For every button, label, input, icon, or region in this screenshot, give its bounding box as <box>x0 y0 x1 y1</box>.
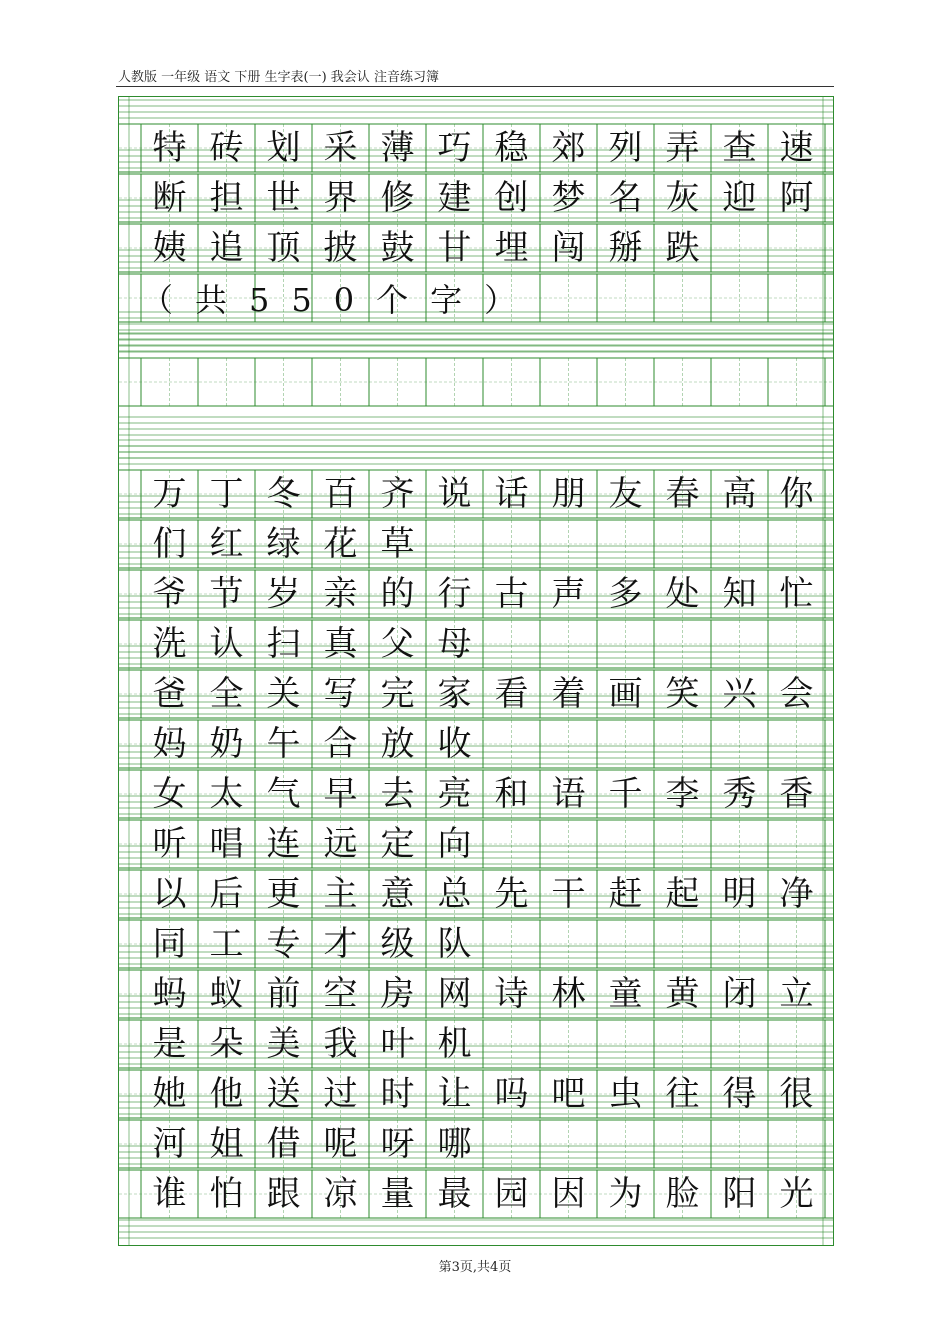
character-cell: 放 <box>380 724 415 764</box>
character-cell: 丁 <box>209 474 244 514</box>
character-cell: 红 <box>209 524 244 564</box>
character-cell: 意 <box>380 874 415 914</box>
character-cell: 名 <box>608 178 643 218</box>
character-cell: 是 <box>152 1024 187 1064</box>
character-cell: 黄 <box>665 974 700 1014</box>
character-cell: 听 <box>152 824 187 864</box>
character-cell: 合 <box>323 724 358 764</box>
character-cell: 梦 <box>551 178 586 218</box>
character-cell: 笑 <box>665 674 700 714</box>
character-cell: 岁 <box>266 574 301 614</box>
character-cell: 万 <box>152 474 187 514</box>
character-cell: 迎 <box>722 178 757 218</box>
character-cell: 河 <box>152 1124 187 1164</box>
character-cell: 量 <box>380 1174 415 1214</box>
character-cell: 最 <box>437 1174 472 1214</box>
character-cell: 前 <box>266 974 301 1014</box>
character-cell: 写 <box>323 674 358 714</box>
character-cell: 级 <box>380 924 415 964</box>
character-cell: 处 <box>665 574 700 614</box>
character-cell: 查 <box>722 128 757 168</box>
character-cell: 哪 <box>437 1124 472 1164</box>
character-cell: 吗 <box>494 1074 529 1114</box>
character-cell: 世 <box>266 178 301 218</box>
character-cell: 巧 <box>437 128 472 168</box>
character-cell: 们 <box>152 524 187 564</box>
character-cell: 姨 <box>152 228 187 268</box>
character-cell: 友 <box>608 474 643 514</box>
character-cell: 关 <box>266 674 301 714</box>
character-cell: 朋 <box>551 474 586 514</box>
character-cell: 因 <box>551 1174 586 1214</box>
character-cell: 担 <box>209 178 244 218</box>
character-count-note: （共550个字） <box>141 281 539 319</box>
character-cell: 房 <box>380 974 415 1014</box>
section2-row <box>141 770 825 818</box>
character-cell: 真 <box>323 624 358 664</box>
character-cell: 呢 <box>323 1124 358 1164</box>
character-cell: 午 <box>266 724 301 764</box>
page-header: 人教版 一年级 语文 下册 生字表(一) 我会认 注音练习簿 <box>118 70 439 85</box>
character-cell: 花 <box>323 524 358 564</box>
character-cell: 建 <box>437 178 472 218</box>
section2-row <box>141 1070 825 1118</box>
character-cell: 过 <box>323 1074 358 1114</box>
section2-row <box>141 720 483 768</box>
character-cell: 会 <box>779 674 814 714</box>
character-cell: 母 <box>437 624 472 664</box>
section1-row <box>141 124 825 172</box>
character-cell: 借 <box>266 1124 301 1164</box>
header-rule <box>116 86 834 87</box>
character-cell: 唱 <box>209 824 244 864</box>
character-cell: 网 <box>437 974 472 1014</box>
section2-row <box>141 920 483 968</box>
character-cell: 画 <box>608 674 643 714</box>
character-cell: 得 <box>722 1074 757 1114</box>
character-cell: 追 <box>209 228 244 268</box>
character-cell: 着 <box>551 674 586 714</box>
character-cell: 蚁 <box>209 974 244 1014</box>
character-cell: 气 <box>266 774 301 814</box>
character-cell: 百 <box>323 474 358 514</box>
character-cell: 同 <box>152 924 187 964</box>
character-cell: 亮 <box>437 774 472 814</box>
character-cell: 明 <box>722 874 757 914</box>
character-cell: 埋 <box>494 228 529 268</box>
character-cell: 千 <box>608 774 643 814</box>
character-cell: 太 <box>209 774 244 814</box>
character-cell: 弄 <box>665 128 700 168</box>
character-cell: 机 <box>437 1024 472 1064</box>
character-cell: 鼓 <box>380 228 415 268</box>
character-cell: 语 <box>551 774 586 814</box>
character-cell: 诗 <box>494 974 529 1014</box>
section2-row <box>141 570 825 618</box>
section2-row <box>141 520 426 568</box>
character-cell: 说 <box>437 474 472 514</box>
character-cell: 灰 <box>665 178 700 218</box>
character-cell: 主 <box>323 874 358 914</box>
character-cell: 虫 <box>608 1074 643 1114</box>
worksheet <box>118 96 834 1246</box>
character-cell: 兴 <box>722 674 757 714</box>
character-cell: 女 <box>152 774 187 814</box>
character-cell: 我 <box>323 1024 358 1064</box>
character-cell: 父 <box>380 624 415 664</box>
character-cell: 爷 <box>152 574 187 614</box>
character-cell: 送 <box>266 1074 301 1114</box>
character-cell: 凉 <box>323 1174 358 1214</box>
character-cell: 秀 <box>722 774 757 814</box>
character-cell: 砖 <box>209 128 244 168</box>
character-cell: 很 <box>779 1074 814 1114</box>
character-cell: 完 <box>380 674 415 714</box>
character-cell: 采 <box>323 128 358 168</box>
character-cell: 先 <box>494 874 529 914</box>
character-cell: 以 <box>152 874 187 914</box>
character-cell: 才 <box>323 924 358 964</box>
character-cell: 和 <box>494 774 529 814</box>
character-cell: 定 <box>380 824 415 864</box>
character-cell: 多 <box>608 574 643 614</box>
character-cell: 收 <box>437 724 472 764</box>
character-cell: 净 <box>779 874 814 914</box>
character-cell: 闭 <box>722 974 757 1014</box>
character-cell: 脸 <box>665 1174 700 1214</box>
character-cell: 更 <box>266 874 301 914</box>
character-cell: 掰 <box>608 228 643 268</box>
section1-row <box>141 224 711 272</box>
character-cell: 齐 <box>380 474 415 514</box>
character-cell: 早 <box>323 774 358 814</box>
character-cell: 知 <box>722 574 757 614</box>
character-cell: 园 <box>494 1174 529 1214</box>
character-cell: 妈 <box>152 724 187 764</box>
character-cell: 专 <box>266 924 301 964</box>
character-cell: 声 <box>551 574 586 614</box>
character-cell: 古 <box>494 574 529 614</box>
character-cell: 稳 <box>494 128 529 168</box>
character-cell: 总 <box>437 874 472 914</box>
character-cell: 特 <box>152 128 187 168</box>
character-cell: 行 <box>437 574 472 614</box>
character-cell: 阿 <box>779 178 814 218</box>
character-cell: 划 <box>266 128 301 168</box>
character-cell: 后 <box>209 874 244 914</box>
character-cell: 她 <box>152 1074 187 1114</box>
character-cell: 速 <box>779 128 814 168</box>
character-cell: 去 <box>380 774 415 814</box>
character-cell: 创 <box>494 178 529 218</box>
character-cell: 童 <box>608 974 643 1014</box>
character-cell: 你 <box>779 474 814 514</box>
character-cell: 远 <box>323 824 358 864</box>
character-cell: 草 <box>380 524 415 564</box>
character-cell: 队 <box>437 924 472 964</box>
character-cell: 连 <box>266 824 301 864</box>
character-cell: 叶 <box>380 1024 415 1064</box>
character-cell: 往 <box>665 1074 700 1114</box>
character-cell: 看 <box>494 674 529 714</box>
character-cell: 修 <box>380 178 415 218</box>
character-cell: 春 <box>665 474 700 514</box>
character-cell: 话 <box>494 474 529 514</box>
character-cell: 闯 <box>551 228 586 268</box>
character-cell: 姐 <box>209 1124 244 1164</box>
character-cell: 爸 <box>152 674 187 714</box>
character-cell: 高 <box>722 474 757 514</box>
section1-row <box>141 174 825 222</box>
character-cell: 扫 <box>266 624 301 664</box>
character-cell: 奶 <box>209 724 244 764</box>
character-cell: 阳 <box>722 1174 757 1214</box>
character-cell: 朵 <box>209 1024 244 1064</box>
character-cell: 跌 <box>665 228 700 268</box>
character-cell: 郊 <box>551 128 586 168</box>
section2-row <box>141 1170 825 1218</box>
character-cell: 绿 <box>266 524 301 564</box>
character-cell: 跟 <box>266 1174 301 1214</box>
character-cell: 甘 <box>437 228 472 268</box>
character-cell: 怕 <box>209 1174 244 1214</box>
character-cell: 向 <box>437 824 472 864</box>
character-cell: 工 <box>209 924 244 964</box>
character-cell: 立 <box>779 974 814 1014</box>
character-cell: 冬 <box>266 474 301 514</box>
character-cell: 为 <box>608 1174 643 1214</box>
character-cell: 干 <box>551 874 586 914</box>
character-cell: 列 <box>608 128 643 168</box>
character-cell: 家 <box>437 674 472 714</box>
character-cell: 全 <box>209 674 244 714</box>
character-cell: 吧 <box>551 1074 586 1114</box>
character-cell: 忙 <box>779 574 814 614</box>
character-cell: 光 <box>779 1174 814 1214</box>
character-cell: 披 <box>323 228 358 268</box>
character-cell: 蚂 <box>152 974 187 1014</box>
character-cell: 呀 <box>380 1124 415 1164</box>
character-cell: 李 <box>665 774 700 814</box>
character-cell: 洗 <box>152 624 187 664</box>
character-cell: 界 <box>323 178 358 218</box>
character-cell: 认 <box>209 624 244 664</box>
character-cell: 起 <box>665 874 700 914</box>
character-cell: 顶 <box>266 228 301 268</box>
character-cell: 林 <box>551 974 586 1014</box>
character-cell: 谁 <box>152 1174 187 1214</box>
character-cell: 香 <box>779 774 814 814</box>
character-cell: 空 <box>323 974 358 1014</box>
section2-row <box>141 870 825 918</box>
section2-row <box>141 470 825 518</box>
section2-row <box>141 1120 483 1168</box>
character-cell: 断 <box>152 178 187 218</box>
section2-row <box>141 1020 483 1068</box>
character-cell: 的 <box>380 574 415 614</box>
character-cell: 赶 <box>608 874 643 914</box>
section2-row <box>141 970 825 1018</box>
character-cell: 美 <box>266 1024 301 1064</box>
character-cell: 他 <box>209 1074 244 1114</box>
section2-row <box>141 620 483 668</box>
section2-row <box>141 670 825 718</box>
section2-row <box>141 820 483 868</box>
character-cell: 节 <box>209 574 244 614</box>
character-cell: 薄 <box>380 128 415 168</box>
character-cell: 时 <box>380 1074 415 1114</box>
character-cell: 让 <box>437 1074 472 1114</box>
page-footer: 第3页,共4页 <box>438 1260 512 1275</box>
character-cell: 亲 <box>323 574 358 614</box>
